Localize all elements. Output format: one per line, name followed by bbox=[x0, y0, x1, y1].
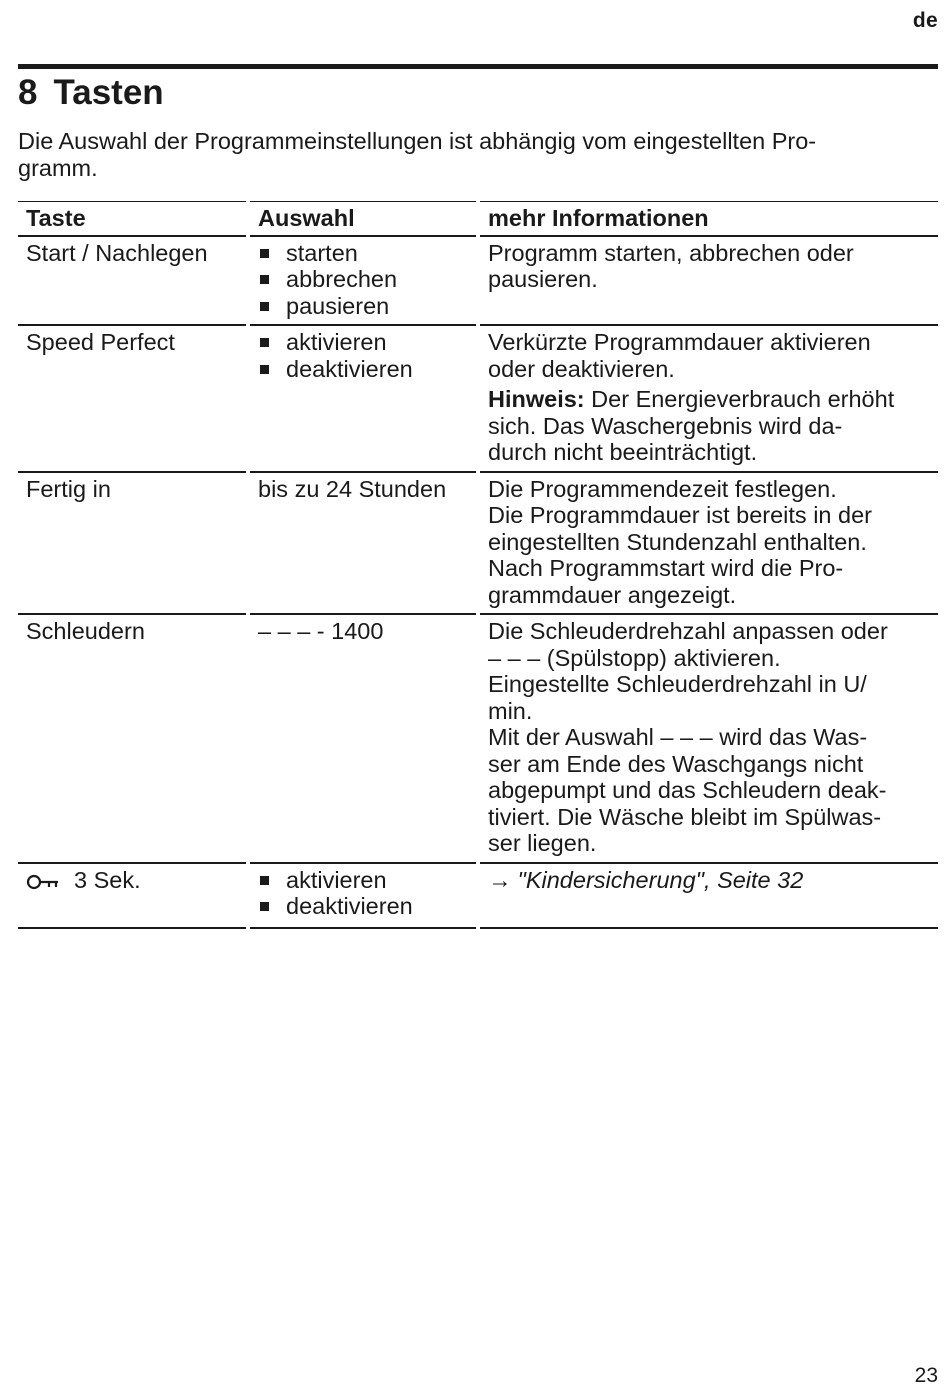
taste-cell: Speed Perfect bbox=[18, 325, 248, 472]
info-text: Programm starten, abbrechen oder pausieren. bbox=[488, 239, 854, 292]
info-cell bbox=[478, 472, 938, 615]
table-row bbox=[18, 614, 938, 863]
option-item: starten bbox=[258, 240, 476, 267]
option-list bbox=[258, 329, 476, 382]
info-text: Die Programmendezeit festlegen. Die Programmdauer ist bereits in der eingestellten Stundenzahl enthalten. Nach Programmstart wird die Pro- grammdauer angezeigt. bbox=[488, 475, 872, 608]
table-row bbox=[18, 325, 938, 472]
option-list bbox=[258, 867, 476, 920]
top-rule bbox=[18, 64, 938, 69]
info-cell bbox=[478, 614, 938, 863]
table-header-row bbox=[18, 202, 938, 236]
info-text: Die Schleuderdrehzahl anpassen oder – – – (Spülstopp) aktivieren. Eingestellte Schleuderdrehzahl in U/ min. Mit der Auswahl – – – wird das Was- ser am Ende des Waschgangs nicht abgepumpt und das Schleudern deak- tiviert. Die Wäsche bleibt im Spülwas- ser liegen. bbox=[488, 618, 888, 856]
info-cell bbox=[478, 236, 938, 326]
taste-label: 3 Sek. bbox=[74, 866, 141, 893]
column-header-info: mehr Informationen bbox=[478, 202, 938, 236]
option-item: abbrechen bbox=[258, 266, 476, 293]
auswahl-cell bbox=[248, 236, 478, 326]
hint-label: Hinweis: bbox=[488, 386, 585, 412]
buttons-table bbox=[18, 201, 938, 929]
option-item: pausieren bbox=[258, 293, 476, 320]
table-row bbox=[18, 472, 938, 615]
taste-cell: Fertig in bbox=[18, 472, 248, 615]
option-item: aktivieren bbox=[258, 329, 476, 356]
auswahl-cell: – – – - 1400 bbox=[248, 614, 478, 863]
info-cell bbox=[478, 325, 938, 472]
table-row bbox=[18, 863, 938, 928]
key-icon bbox=[26, 870, 60, 897]
taste-cell: Start / Nachlegen bbox=[18, 236, 248, 326]
option-item: deaktivieren bbox=[258, 893, 476, 920]
taste-cell: Schleudern bbox=[18, 614, 248, 863]
language-tag: de bbox=[912, 9, 938, 32]
hint-text: Der Energieverbrauch erhöht sich. Das Waschergebnis wird da- durch nicht beeinträchtigt. bbox=[488, 386, 895, 465]
auswahl-cell bbox=[248, 325, 478, 472]
option-item: aktivieren bbox=[258, 867, 476, 894]
intro-paragraph: Die Auswahl der Programmeinstellungen ist abhängig vom eingestellten Pro- gramm. bbox=[18, 128, 817, 181]
hint-note bbox=[488, 386, 938, 466]
option-list bbox=[258, 240, 476, 320]
cross-reference-link[interactable]: "Kindersicherung", Seite 32 bbox=[517, 866, 804, 893]
section-title: Tasten bbox=[53, 73, 164, 112]
info-text: Verkürzte Programmdauer aktivieren oder deaktivieren. bbox=[488, 329, 871, 382]
info-cell bbox=[478, 863, 938, 928]
taste-cell bbox=[18, 863, 248, 928]
page-number: 23 bbox=[914, 1364, 938, 1387]
arrow-right-icon: → bbox=[488, 866, 512, 893]
table-row bbox=[18, 236, 938, 326]
auswahl-cell bbox=[248, 863, 478, 928]
option-item: deaktivieren bbox=[258, 356, 476, 383]
section-heading bbox=[18, 72, 164, 114]
auswahl-cell: bis zu 24 Stunden bbox=[248, 472, 478, 615]
section-number: 8 bbox=[18, 73, 38, 112]
column-header-auswahl: Auswahl bbox=[248, 202, 478, 236]
column-header-taste: Taste bbox=[18, 202, 248, 236]
